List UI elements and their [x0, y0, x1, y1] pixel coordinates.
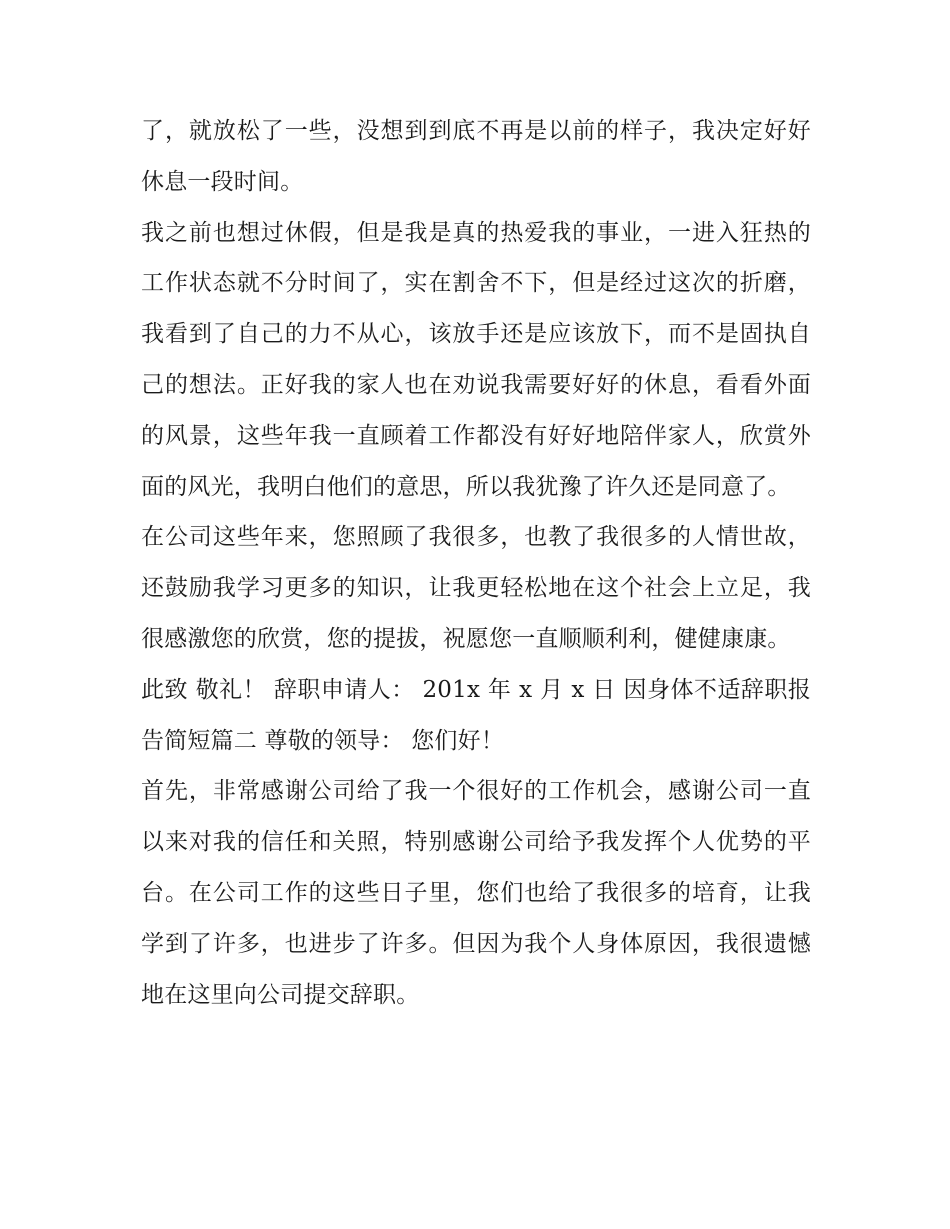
paragraph-1: 了，就放松了一些，没想到到底不再是以前的样子，我决定好好休息一段时间。: [141, 118, 811, 195]
paragraph-5: 首先，非常感谢公司给了我一个很好的工作机会，感谢公司一直以来对我的信任和关照，特别感谢公司给予我发挥个人优势的平台。在公司工作的这些日子里，您们也给了我很多的培育，让我学到了许多，也进步了许多。但因为我个人身体原因，我很遗憾地在这里向公司提交辞职。: [141, 778, 811, 1008]
paragraph-3: 在公司这些年来，您照顾了我很多，也教了我很多的人情世故，还鼓励我学习更多的知识，让我更轻松地在这个社会上立足，我很感激您的欣赏，您的提拔，祝愿您一直顺顺利利，健健康康。: [141, 524, 811, 652]
paragraph-4: 此致 敬礼！ 辞职申请人： 201x 年 x 月 x 日 因身体不适辞职报告简短篇二 尊敬的领导： 您们好！: [141, 676, 811, 754]
paragraph-2: 我之前也想过休假，但是我是真的热爱我的事业，一进入狂热的工作状态就不分时间了，实在割舍不下，但是经过这次的折磨，我看到了自己的力不从心，该放手还是应该放下，而不是固执自己的想法。正好我的家人也在劝说我需要好好的休息，看看外面的风景，这些年我一直顾着工作都没有好好地陪伴家人，欣赏外面的风光，我明白他们的意思，所以我犹豫了许久还是同意了。: [141, 219, 811, 500]
document-body: [141, 106, 811, 1020]
